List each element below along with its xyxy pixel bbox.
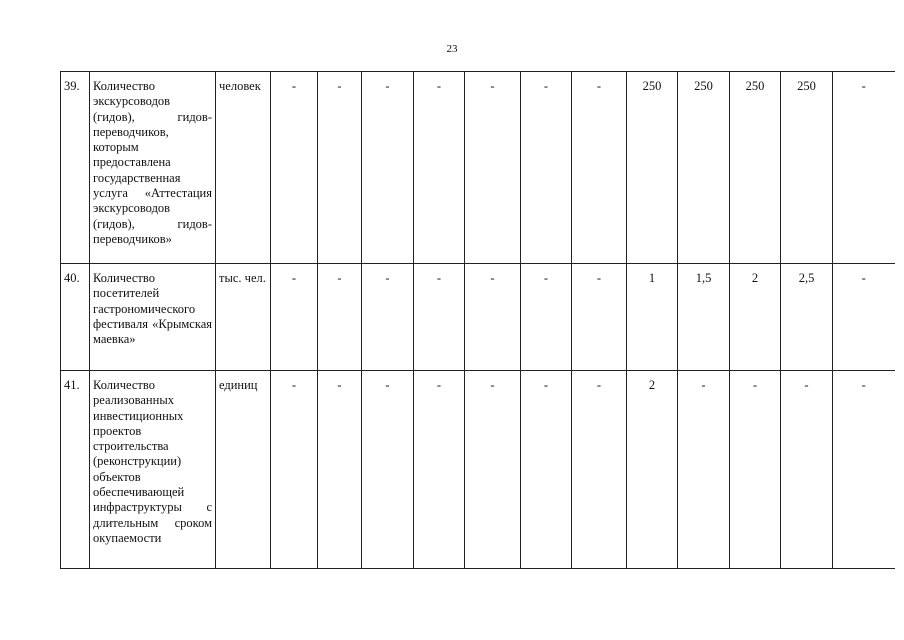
indicator-name: Количество посетителей гастрономического фестиваля «Крымская маевка» [90,264,216,371]
value-cell: - [521,371,572,569]
value-cell: - [781,371,833,569]
value-cell: - [521,72,572,264]
value-cell: - [678,371,730,569]
unit-of-measure: тыс. чел. [216,264,271,371]
value-cell: 1 [627,264,678,371]
value-cell: - [465,371,521,569]
row-number: 41. [61,371,90,569]
value-cell: - [271,371,318,569]
value-cell: - [833,264,895,371]
value-cell: - [833,72,895,264]
value-cell: 2 [627,371,678,569]
value-cell: 250 [730,72,781,264]
value-cell: - [362,371,414,569]
indicators-table [60,71,895,569]
value-cell: 250 [627,72,678,264]
table-row [61,371,895,569]
value-cell: - [833,371,895,569]
value-cell: - [271,264,318,371]
value-cell: - [465,72,521,264]
value-cell: - [362,264,414,371]
value-cell: 1,5 [678,264,730,371]
indicator-name: Количество реализованных инвестиционных проектов строительства (реконструкции) объектов обеспечивающей инфраструктуры с длительным сроком окупаемости [90,371,216,569]
value-cell: - [572,371,627,569]
row-number: 39. [61,72,90,264]
value-cell: - [730,371,781,569]
value-cell: - [414,371,465,569]
value-cell: - [465,264,521,371]
value-cell: - [414,72,465,264]
value-cell: 2 [730,264,781,371]
value-cell: 2,5 [781,264,833,371]
value-cell: 250 [781,72,833,264]
value-cell: - [572,72,627,264]
table-row [61,264,895,371]
value-cell: - [318,264,362,371]
row-number: 40. [61,264,90,371]
value-cell: - [362,72,414,264]
value-cell: - [414,264,465,371]
table-row [61,72,895,264]
value-cell: - [271,72,318,264]
unit-of-measure: человек [216,72,271,264]
unit-of-measure: единиц [216,371,271,569]
page-number: 23 [446,43,458,55]
value-cell: - [318,72,362,264]
value-cell: - [572,264,627,371]
indicator-name: Количество экскурсоводов (гидов), гидов-переводчиков, которым предоставлена государственная услуга «Аттестация экскурсоводов (гидов), гидов-переводчиков» [90,72,216,264]
value-cell: - [318,371,362,569]
value-cell: - [521,264,572,371]
value-cell: 250 [678,72,730,264]
